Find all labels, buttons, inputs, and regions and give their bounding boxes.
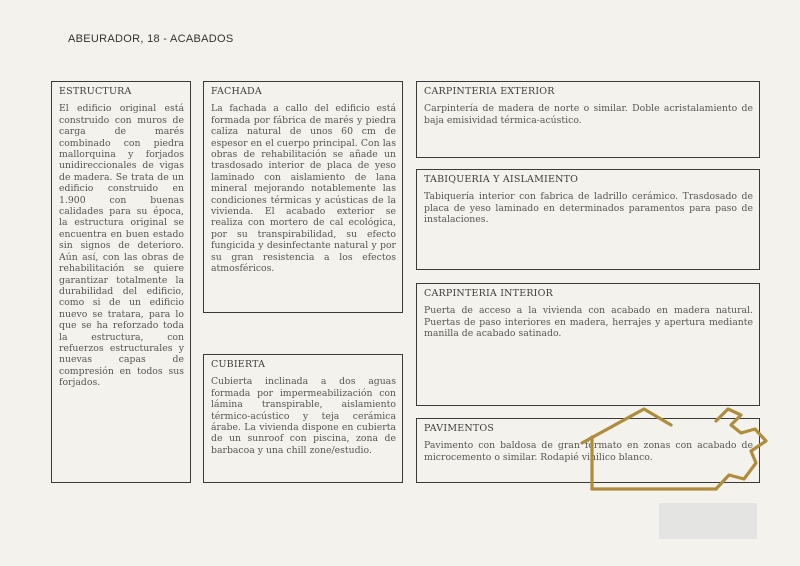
section-body: La fachada a callo del edificio está formada por fábrica de marés y piedra caliza natural de unos 60 cm de espesor en el cuerpo principal. Con las obras de rehabilitación se añade un trasdosado interior de placa de yeso laminado con aislamiento de lana mineral mejorando notablemente las condiciones térmicas y acústicas de la vivienda. El acabado exterior se realiza con mortero de cal ecológica, por su transpirabilidad, su efecto fungicida y desinfectante natural y por su gran resistencia a los efectos atmosféricos.: [211, 103, 396, 275]
section-title: CARPINTERIA EXTERIOR: [424, 86, 555, 97]
section-body: Tabiquería interior con fabrica de ladrillo cerámico. Trasdosado de placa de yeso laminado en determinados paramentos para paso de instalaciones.: [424, 191, 753, 226]
house-logo-icon: [566, 405, 786, 497]
section-title: ESTRUCTURA: [59, 86, 132, 97]
section-body: Cubierta inclinada a dos aguas formada por impermeabilización con lámina transpirable, aislamiento térmico-acústico y teja cerámica árabe. La vivienda dispone en cubierta de un sunroof con piscina, zona de barbacoa y una chill zone/estudio.: [211, 376, 396, 456]
section-body: El edificio original está construido con muros de carga de marés combinado con piedra mallorquina y forjados unidireccionales de vigas de madera. Se trata de un edificio construido en 1.900 con buenas calidades para su época, la estructura original se encuentra en buen estado sin signos de deterioro. Aún así, con las obras de rehabilitación se quiere garantizar totalmente la durabilidad del edificio, como si de un edificio nuevo se tratara, para lo que se ha reforzado toda la estructura, con refuerzos estructurales y nuevas capas de compresión en todos sus forjados.: [59, 103, 184, 389]
section-body: Carpintería de madera de norte o similar. Doble acristalamiento de baja emisividad térmica-acústico.: [424, 103, 753, 126]
section-tabiqueria: [416, 169, 760, 270]
section-fachada: [203, 81, 403, 313]
section-carpinteria-interior: [416, 283, 760, 406]
section-carpinteria-exterior: [416, 81, 760, 158]
section-title: CUBIERTA: [211, 359, 266, 370]
section-body: Pavimento con baldosa de gran formato en zonas con acabado de microcemento o similar. Rodapié vinilico blanco.: [424, 440, 753, 463]
section-estructura: [51, 81, 191, 483]
section-title: FACHADA: [211, 86, 262, 97]
section-title: PAVIMENTOS: [424, 423, 495, 434]
section-title: TABIQUERIA Y AISLAMIENTO: [424, 174, 579, 185]
gray-block: [659, 503, 757, 539]
section-title: CARPINTERIA INTERIOR: [424, 288, 553, 299]
page-title: ABEURADOR, 18 - ACABADOS: [68, 33, 234, 45]
section-cubierta: [203, 354, 403, 483]
section-body: Puerta de acceso a la vivienda con acabado en madera natural. Puertas de paso interiores en madera, herrajes y apertura mediante manilla de acabado satinado.: [424, 305, 753, 340]
